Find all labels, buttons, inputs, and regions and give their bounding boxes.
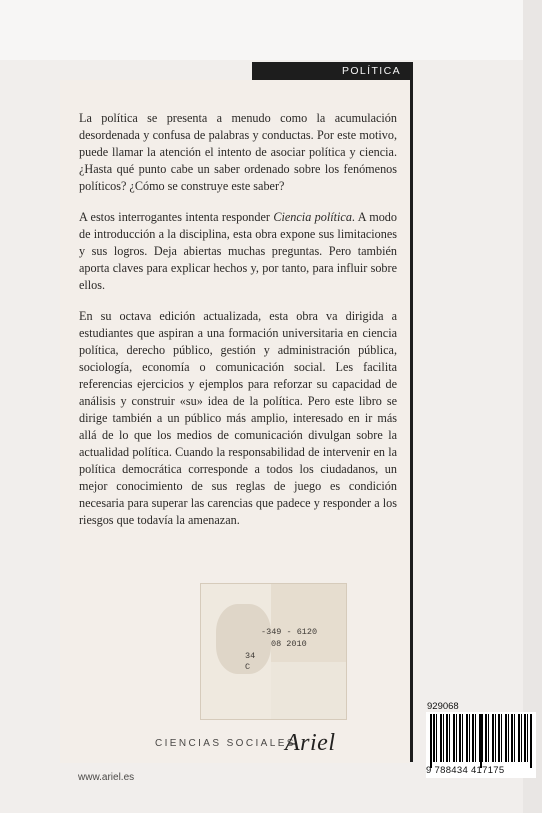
sticker-text-4: C — [245, 662, 251, 672]
sticker-text-1: -349 - 6120 — [261, 627, 318, 637]
blurb-text — [79, 110, 397, 529]
category-label: POLÍTICA — [341, 65, 401, 77]
library-sticker — [200, 583, 347, 720]
right-edge — [523, 0, 542, 813]
book-title: Ciencia política — [273, 210, 352, 224]
barcode-guard-left — [430, 714, 432, 768]
paragraph-2-rest: . A modo de introducción a la disciplina, esta obra expone sus limitaciones y sus logros. Deja abiertas muchas preguntas. Pero también aporta claves para explicar hechos y, por tanto, para influir sobre ellos. — [79, 210, 397, 292]
sticker-text-2: 08 2010 — [271, 639, 307, 649]
sticker-stain — [216, 604, 271, 674]
series-name: CIENCIAS SOCIALES — [155, 738, 296, 749]
isbn-number: 9 788434 417175 — [426, 765, 505, 776]
publisher-logo: Ariel — [285, 730, 336, 756]
paragraph-2 — [79, 209, 397, 294]
price-code: 929068 — [427, 701, 459, 712]
dark-strip — [410, 62, 413, 762]
publisher-url: www.ariel.es — [78, 772, 135, 783]
category-tab — [252, 62, 413, 80]
barcode-guard-center — [480, 714, 482, 768]
top-band — [0, 0, 542, 60]
paragraph-2-lead: A estos interrogantes intenta responder — [79, 210, 274, 224]
barcode-guard-right — [530, 714, 532, 768]
paragraph-1: La política se presenta a menudo como la acumulación desordenada y confusa de palabras y conductas. Por este motivo, puede llamar la atención el intento de asociar política y ciencia. ¿Hasta qué punto cabe un saber ordenado sobre los fenómenos políticos? ¿Cómo se construye este saber? — [79, 111, 397, 193]
sticker-text-3: 34 — [245, 651, 256, 661]
sticker-torn-area-2 — [271, 662, 346, 719]
isbn-barcode — [426, 712, 536, 778]
paragraph-3: En su octava edición actualizada, esta obra va dirigida a estudiantes que aspiran a una formación universitaria en ciencia política, derecho público, gestión y administración pública, sociología, economía o comunicación social. Les facilita referencias ejercicios y ejemplos para reforzar su capacidad de análisis y construir «su» idea de la política. Pero este libro se dirige también a un público más amplio, interesado en ir más allá de lo que los medios de comunicación divulgan sobre la actualidad política. Cuando la responsabilidad de intervenir en la política democrática corresponde a todos los ciudadanos, un mejor conocimiento de sus reglas de juego es condición necesaria para superar las carencias que padece y responder a los riesgos que todavía la amenazan. — [79, 309, 397, 527]
